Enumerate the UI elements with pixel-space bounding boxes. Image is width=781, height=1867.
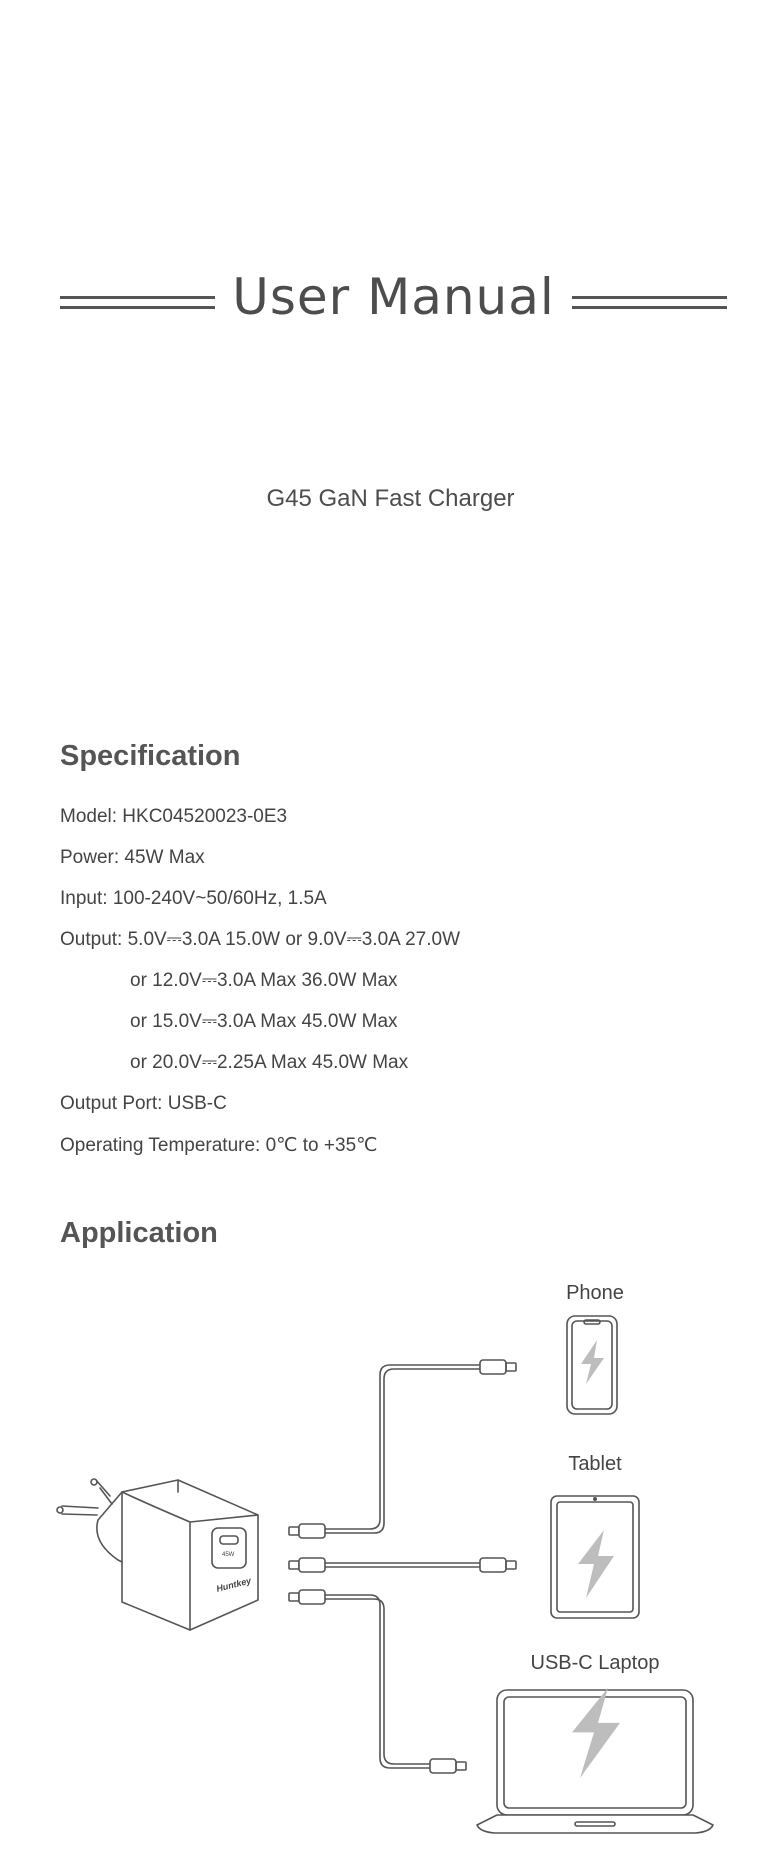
- cable-plug-phone-device-end: [480, 1360, 516, 1374]
- spec-input: Input: 100-240V~50/60Hz, 1.5A: [60, 888, 327, 909]
- cable-plug-phone-charger-end: [289, 1524, 325, 1538]
- document-title: User Manual: [232, 268, 555, 326]
- cable-plug-tablet-charger-end: [289, 1558, 325, 1572]
- cable-to-tablet: [325, 1563, 480, 1567]
- svg-text:45W: 45W: [222, 1552, 235, 1558]
- product-name: G45 GaN Fast Charger: [266, 485, 515, 512]
- spec-operating-temperature: Operating Temperature: 0℃ to +35℃: [60, 1135, 378, 1156]
- spec-output: Output: 5.0V⎓3.0A 15.0W or 9.0V⎓3.0A 27.0W: [60, 929, 460, 950]
- application-diagram: [0, 1260, 781, 1860]
- cable-to-phone: [325, 1365, 480, 1533]
- device-label-phone: Phone: [566, 1282, 624, 1304]
- title-rule-right: [572, 296, 727, 312]
- cable-plug-laptop-device-end: [430, 1759, 466, 1773]
- svg-text:Huntkey: Huntkey: [215, 1575, 253, 1594]
- device-label-tablet: Tablet: [568, 1453, 622, 1475]
- spec-output-15v: or 15.0V⎓3.0A Max 45.0W Max: [130, 1011, 398, 1032]
- spec-output-20v: or 20.0V⎓2.25A Max 45.0W Max: [130, 1052, 409, 1073]
- cable-to-laptop: [325, 1595, 430, 1768]
- cable-plug-tablet-device-end: [480, 1558, 516, 1572]
- phone-lightning-icon: [581, 1340, 604, 1384]
- laptop-lightning-icon: [572, 1688, 620, 1778]
- device-label-laptop: USB-C Laptop: [530, 1652, 660, 1674]
- cable-plug-laptop-charger-end: [289, 1590, 325, 1604]
- application-heading: Application: [60, 1217, 218, 1249]
- spec-output-12v: or 12.0V⎓3.0A Max 36.0W Max: [130, 970, 398, 991]
- specification-heading: Specification: [60, 740, 241, 772]
- title-row: [60, 268, 727, 338]
- spec-output-port: Output Port: USB-C: [60, 1093, 227, 1114]
- spec-model: Model: HKC04520023-0E3: [60, 806, 288, 827]
- tablet-lightning-icon: [578, 1530, 614, 1598]
- spec-power: Power: 45W Max: [60, 847, 205, 868]
